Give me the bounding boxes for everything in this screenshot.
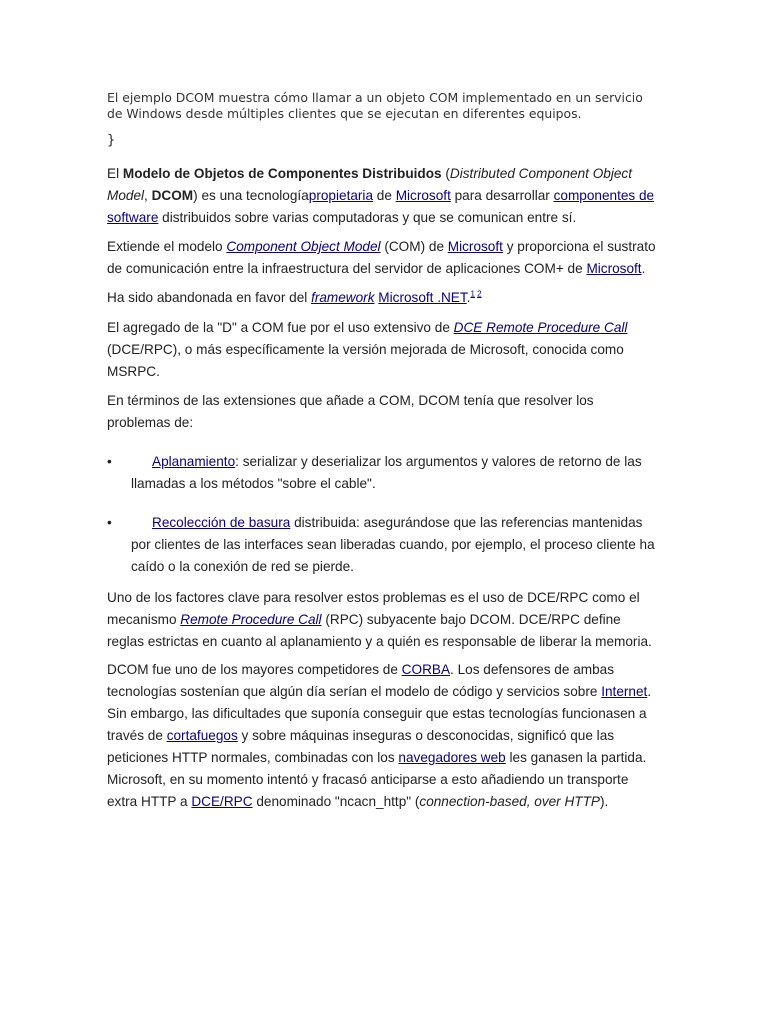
- text: distribuida: asegurándose que las referencias mantenidas por clientes de las interfaces sean liberadas cuando, por ejemplo, el proceso cliente ha caído o la conexión de red se pierde.: [131, 515, 655, 574]
- paragraph-abandoned: [107, 287, 657, 309]
- closing-brace: }: [107, 133, 116, 148]
- link-microsoft[interactable]: Microsoft: [586, 261, 642, 276]
- text: (COM) de: [380, 239, 448, 254]
- text: .: [466, 290, 471, 305]
- intro-line-1: El ejemplo DCOM muestra cómo llamar a un objeto COM implementado en un servicio: [107, 90, 643, 105]
- link-componentes-de-software[interactable]: componentes de software: [107, 188, 655, 225]
- text: y sobre máquinas inseguras o desconocidas, significó que las peticiones HTTP normales, combinadas con los: [107, 728, 615, 765]
- text: : serializar y deserializar los argumentos y valores de retorno de las llamadas a los métodos "sobre el cable".: [131, 454, 642, 491]
- link-component-object-model[interactable]: Component Object Model: [226, 239, 381, 254]
- text: .: [641, 261, 646, 276]
- intro-line-2: de Windows desde múltiples clientes que se ejecutan en diferentes equipos.: [107, 106, 582, 121]
- link-navegadores-web[interactable]: navegadores web: [398, 750, 506, 765]
- text: les ganasen la partida. Microsoft, en su momento intentó y fracasó anticiparse a esto añadiendo un transporte extra HTTP a: [107, 750, 647, 809]
- paragraph-dce-rpc: [107, 317, 657, 383]
- bold-term: DCOM: [151, 188, 194, 203]
- footnote-ref-2[interactable]: 2: [477, 289, 482, 299]
- list-item-aplanamiento: [131, 451, 661, 495]
- text: Uno de los factores clave para resolver estos problemas es el uso de DCE/RPC como el mecanismo: [107, 590, 640, 627]
- text: de: [373, 188, 396, 203]
- text: denominado "ncacn_http" (: [252, 794, 420, 809]
- paragraph-definition: [107, 163, 657, 229]
- bullet-marker: •: [107, 515, 112, 530]
- link-microsoft[interactable]: Microsoft: [395, 188, 451, 203]
- intro-text: [107, 90, 657, 122]
- link-cortafuegos[interactable]: cortafuegos: [166, 728, 238, 743]
- paragraph-problems: [107, 390, 657, 434]
- bold-term: Modelo de Objetos de Componentes Distribuidos: [122, 166, 442, 181]
- text: En términos de las extensiones que añade a COM, DCOM tenía que resolver los problemas de:: [107, 393, 594, 430]
- paragraph-corba: [107, 659, 657, 813]
- italic-term: connection-based, over HTTP: [419, 794, 600, 809]
- paragraph-key-factors: [107, 587, 657, 653]
- link-microsoft-net[interactable]: Microsoft .NET: [378, 290, 467, 305]
- bullet-marker: •: [107, 454, 112, 469]
- italic-term: Distributed Component Object Model: [107, 166, 633, 203]
- text: ,: [144, 188, 152, 203]
- text: . Los defensores de ambas tecnologías sostenían que algún día serían el modelo de código y servicios sobre: [107, 662, 614, 699]
- text: El agregado de la "D" a COM fue por el uso extensivo de: [107, 320, 454, 335]
- paragraph-extends: [107, 236, 657, 280]
- list-item-recoleccion-de-basura: [131, 512, 661, 578]
- text: distribuidos sobre varias computadoras y que se comunican entre sí.: [158, 210, 577, 225]
- link-dce-remote-procedure-call[interactable]: DCE Remote Procedure Call: [453, 320, 628, 335]
- text: (RPC) subyacente bajo DCOM. DCE/RPC define reglas estrictas en cuanto al aplanamiento y a quién es responsable de liberar la memoria.: [107, 612, 652, 649]
- text: (: [441, 166, 450, 181]
- text: El: [107, 166, 123, 181]
- link-internet[interactable]: Internet: [601, 684, 648, 699]
- link-framework[interactable]: framework: [311, 290, 375, 305]
- footnote-ref-1[interactable]: 1: [470, 289, 475, 299]
- link-remote-procedure-call[interactable]: Remote Procedure Call: [180, 612, 322, 627]
- text: Extiende el modelo: [107, 239, 227, 254]
- link-corba[interactable]: CORBA: [401, 662, 451, 677]
- link-aplanamiento[interactable]: Aplanamiento: [152, 454, 236, 469]
- text: para desarrollar: [450, 188, 554, 203]
- text: DCOM fue uno de los mayores competidores de: [107, 662, 402, 677]
- text: . Sin embargo, las dificultades que suponía conseguir que estas tecnologías funcionasen a través de: [107, 684, 652, 743]
- text: Ha sido abandonada en favor del: [107, 290, 312, 305]
- text: y proporciona el sustrato de comunicación entre la infraestructura del servidor de aplicaciones COM+ de: [107, 239, 656, 276]
- link-recoleccion-de-basura[interactable]: Recolección de basura: [152, 515, 291, 530]
- text: (DCE/RPC), o más específicamente la versión mejorada de Microsoft, conocida como MSRPC.: [107, 342, 624, 379]
- link-dce-rpc[interactable]: DCE/RPC: [191, 794, 253, 809]
- text: ) es una tecnología: [193, 188, 309, 203]
- link-microsoft[interactable]: Microsoft: [447, 239, 503, 254]
- link-propietaria[interactable]: propietaria: [308, 188, 374, 203]
- text: ).: [599, 794, 609, 809]
